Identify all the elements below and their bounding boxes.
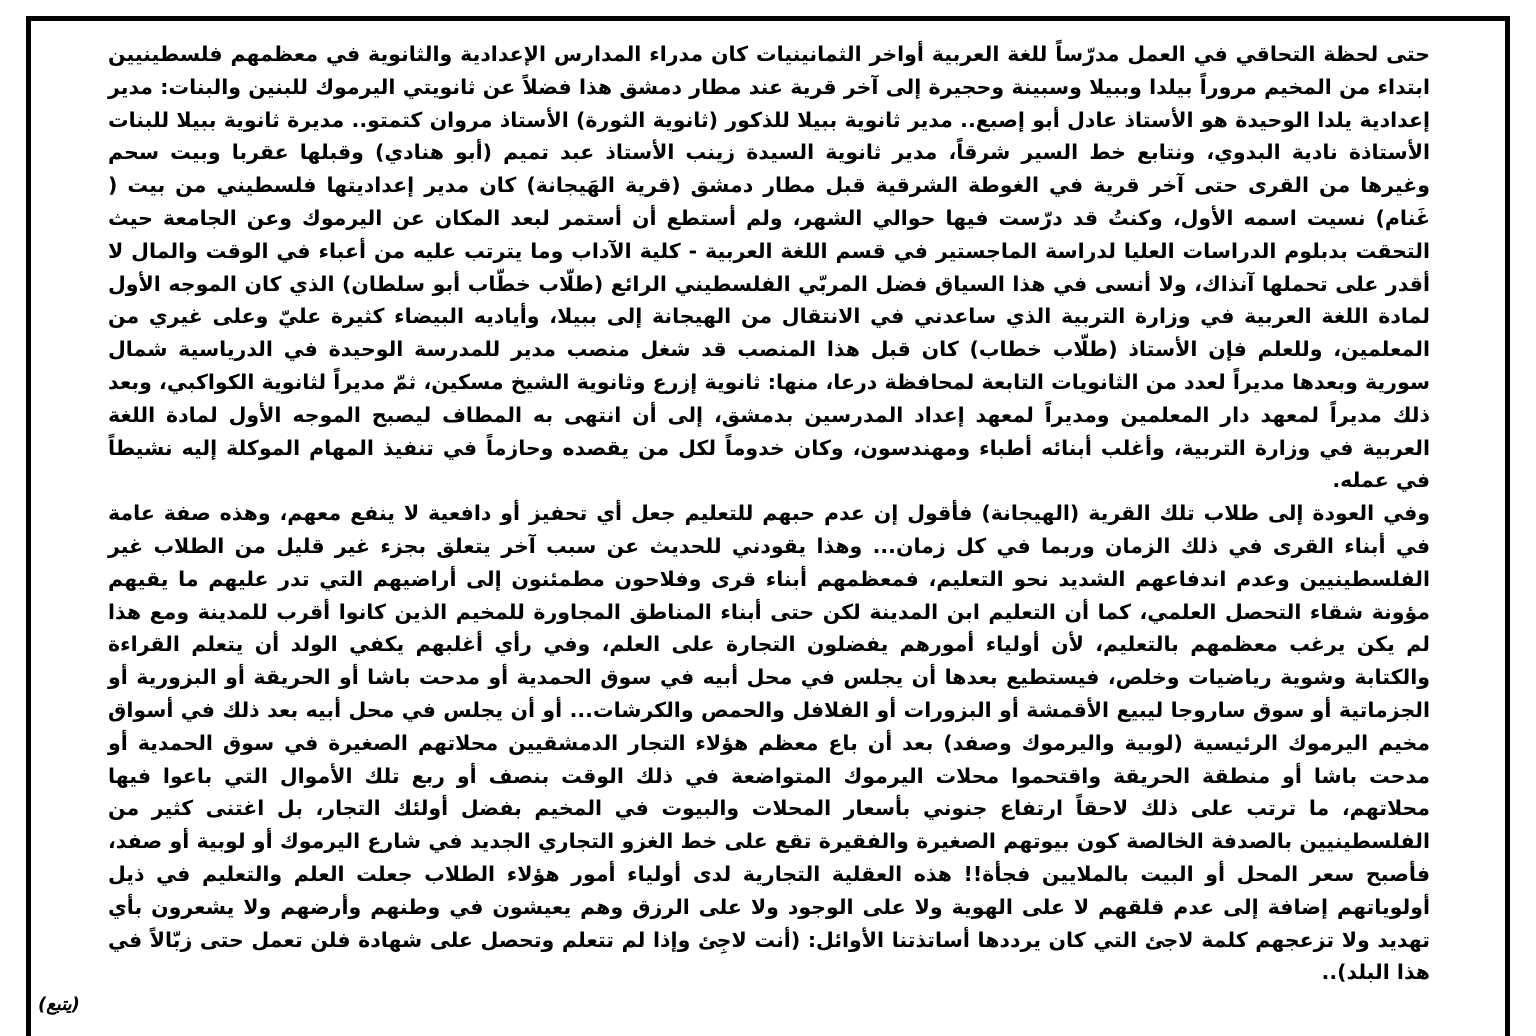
article-paragraph-2: وفي العودة إلى طلاب تلك القرية (الهيجانة) فأقول إن عدم حبهم للتعليم جعل أي تحفيز أو دافعية لا ينفع معهم، وهذه صفة عامة في أبناء القرى في ذلك الزمان وربما في كل زمان... وهذا يقودني للحديث عن سبب آخر يتعلق بجزء غير قليل من الطلاب غير الفلسطينيين وعدم اندفاعهم الشديد نحو التعليم، فمعظمهم أبناء قرى وفلاحون مطمئنون إلى أراضيهم التي تدر عليهم ما يقيهم مؤونة شقاء التحصل العلمي، كما أن التعليم ابن المدينة لكن حتى أبناء المناطق المجاورة للمخيم الذين كانوا أقرب للمدينة ومع هذا لم يكن يرغب معظمهم بالتعليم، لأن أولياء أمورهم يفضلون التجارة على العلم، وفي رأي أغلبهم يكفي الولد أن يتعلم القراءة والكتابة وشوية رياضيات وخلص، فيستطيع بعدها أن يجلس في محل أبيه في سوق الحمدية أو مدحت باشا أو الحريقة أو البزورية أو الجزماتية أو سوق ساروجا ليبيع الأقمشة أو البزورات أو الفلافل والحمص والكرشات... أو أن يجلس في محل أبيه بعد ذلك في أسواق مخيم اليرموك الرئيسية (لوبية واليرموك وصفد) بعد أن باع معظم هؤلاء التجار الدمشقيين محلاتهم الصغيرة في سوق الحمدية أو مدحت باشا أو منطقة الحريقة واقتحموا محلات اليرموك المتواضعة في ذلك الوقت بنصف أو ربع تلك الأموال التي باعوا فيها محلاتهم، ما ترتب على ذلك لاحقاً ارتفاع جنوني بأسعار المحلات والبيوت في المخيم بفضل أولئك التجار، بل اغتنى كثير من الفلسطينيين بالصدفة الخالصة كون بيوتهم الصغيرة والفقيرة تقع على خط الغزو التجاري الجديد في شارع اليرموك أو لوبية أو صفد، فأصبح سعر المحل أو البيت بالملايين فجأة!! هذه العقلية التجارية لدى أولياء أمور هؤلاء الطلاب جعلت العلم والتعليم في ذيل أولوياتهم إضافة إلى عدم قلقهم لا على الهوية ولا على الوجود ولا على الرزق وهم يعيشون في وطنهم وأرضهم ولا يشعرون بأي تهديد ولا تزعجهم كلمة لاجئ التي كان يرددها أساتذتنا الأوائل: (أنت لاجِئ وإذا لم تتعلم وتحصل على شهادة فلن تعمل حتى زبّالاً في هذا البلد)..	[108, 501, 1430, 985]
article-body	[108, 38, 1430, 989]
article-paragraph-1: حتى لحظة التحاقي في العمل مدرّساً للغة العربية أواخر الثمانينيات كان مدراء المدارس الإعدادية والثانوية في معظمهم فلسطينيين ابتداء من المخيم مروراً بيلدا وببيلا وسبينة وحجيرة إلى آخر قرية عند مطار دمشق هذا فضلاً عن ثانويتي اليرموك للبنين والبنات: مدير إعدادية يلدا الوحيدة هو الأستاذ عادل أبو إصبع.. مدير ثانوية ببيلا للذكور (ثانوية الثورة) الأستاذ مروان كتمتو.. مديرة ثانوية ببيلا للبنات الأستاذة نادية البدوي، ونتابع خط السير شرقاً، مدير ثانوية السيدة زينب الأستاذ عبد تميم (أبو هنادي) وقبلها عقربا وبيت سحم وغيرها من القرى حتى آخر قرية في الغوطة الشرقية قبل مطار دمشق (قرية الهَيجانة) كان مدير إعداديتها فلسطيني من بيت ( غَنام) نسيت اسمه الأول، وكنتُ قد درّست فيها حوالي الشهر، ولم أستطع أن أستمر لبعد المكان عن اليرموك وعن الجامعة حيث التحقت بدبلوم الدراسات العليا لدراسة الماجستير في قسم اللغة العربية - كلية الآداب وما يترتب عليه من أعباء في الوقت والمال لا أقدر على تحملها آنذاك، ولا أنسى في هذا السياق فضل المربّي الفلسطيني الرائع (طلّاب خطّاب أبو سلطان) الذي كان الموجه الأول لمادة اللغة العربية في وزارة التربية الذي ساعدني في الانتقال من الهيجانة إلى ببيلا، وأياديه البيضاء كثيرة عليّ وعلى غيري من المعلمين، وللعلم فإن الأستاذ (طلّاب خطاب) كان قبل هذا المنصب قد شغل منصب مدير للمدرسة الوحيدة في الدرياسية شمال سورية وبعدها مديراً لعدد من الثانويات التابعة لمحافظة درعا، منها: ثانوية إزرع وثانوية الشيخ مسكين، ثمّ مديراً لثانوية الكواكبي، وبعد ذلك مديراً لمعهد دار المعلمين ومديراً لمعهد إعداد المدرسين بدمشق، إلى أن انتهى به المطاف ليصبح الموجه الأول لمادة اللغة العربية في وزارة التربية، وأغلب أبنائه أطباء ومهندسون، وكان خدوماً لكل من يقصده وحازماً في تنفيذ المهام الموكلة إليه نشيطاً في عمله.	[108, 42, 1430, 493]
continued-label: (يتبع)	[38, 994, 80, 1015]
